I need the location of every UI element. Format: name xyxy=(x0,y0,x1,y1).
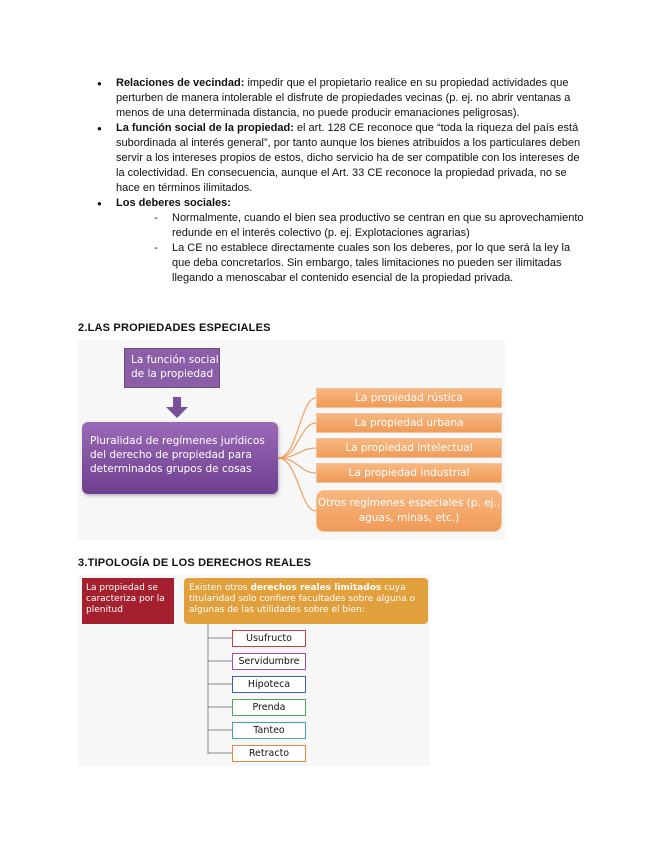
diagram-propiedades-especiales xyxy=(78,340,505,540)
bullet-title: La función social de la propiedad: xyxy=(116,122,294,134)
propiedad-rustica-box: La propiedad rústica xyxy=(316,388,502,408)
bullet-text: el art. 128 CE reconoce que “toda la riqueza del país está subordinada al interés general”, por tanto aunque los bienes atribuidos a los particulares deben servir a los intereses propios de estos, dicho servicio ha de ser compatible con los intereses de la colectividad. En consecuencia, aunque el Art. 33 CE reconoce la propiedad privada, no se hace en términos ilimitados. xyxy=(116,122,581,194)
section-title-propiedades-especiales: 2.LAS PROPIEDADES ESPECIALES xyxy=(78,322,271,334)
sub-item: - La CE no establece directamente cuales son los deberes, por lo que será la ley la que deba concretarlos. Sin embargo, tales limitaciones no pueden ser ilimitadas llegando a menoscabar el contenido esencial de la propiedad privada. xyxy=(152,241,584,286)
bullet-funcion-social xyxy=(96,121,584,196)
bullet-title: Los deberes sociales: xyxy=(116,197,231,209)
hipoteca-box: Hipoteca xyxy=(232,676,306,693)
derechos-limitados-box xyxy=(184,578,428,624)
derechos-text-post: cuya titularidad solo confiere facultades sobre alguna o algunas de las utilidades sobre el bien: xyxy=(189,583,416,615)
prenda-box: Prenda xyxy=(232,699,306,716)
pluralidad-regimenes-box: Pluralidad de regímenes jurídicos del derecho de propiedad para determinados grupos de cosas xyxy=(82,422,278,494)
plenitud-box: La propiedad se caracteriza por la plenitud xyxy=(82,578,174,624)
section-title-tipologia: 3.TIPOLOGÍA DE LOS DERECHOS REALES xyxy=(78,557,312,569)
bullet-relaciones-vecindad xyxy=(96,76,584,121)
propiedad-urbana-box: La propiedad urbana xyxy=(316,413,502,433)
bullet-title: Relaciones de vecindad: xyxy=(116,77,245,89)
sub-item: - Normalmente, cuando el bien sea productivo se centran en que su aprovechamiento redunde en el interés colectivo (p. ej. Explotaciones agrarias) xyxy=(152,211,584,241)
derechos-text-bold: derechos reales limitados xyxy=(250,583,382,593)
servidumbre-box: Servidumbre xyxy=(232,653,306,670)
bullet-deberes-sociales xyxy=(96,196,584,286)
propiedad-intelectual-box: La propiedad intelectual xyxy=(316,438,502,458)
tanteo-box: Tanteo xyxy=(232,722,306,739)
down-arrow-icon xyxy=(166,397,188,419)
propiedad-industrial-box: La propiedad industrial xyxy=(316,463,502,483)
usufructo-box: Usufructo xyxy=(232,630,306,647)
otros-regimenes-box: Otros regímenes especiales (p. ej., aguas, minas, etc.) xyxy=(316,490,502,532)
bullet-text: impedir que el propietario realice en su propiedad actividades que perturben de manera intolerable el disfrute de propiedades vecinas (p. ej. no abrir ventanas a menos de una determinada distancia, no puede producir emanaciones peligrosas). xyxy=(116,77,571,119)
derechos-text-pre: Existen otros xyxy=(189,583,251,593)
sub-list xyxy=(116,211,584,286)
funcion-social-box: La función social de la propiedad xyxy=(124,348,220,388)
retracto-box: Retracto xyxy=(232,745,306,762)
bullet-list xyxy=(96,76,584,286)
diagram-derechos-reales xyxy=(78,574,430,766)
